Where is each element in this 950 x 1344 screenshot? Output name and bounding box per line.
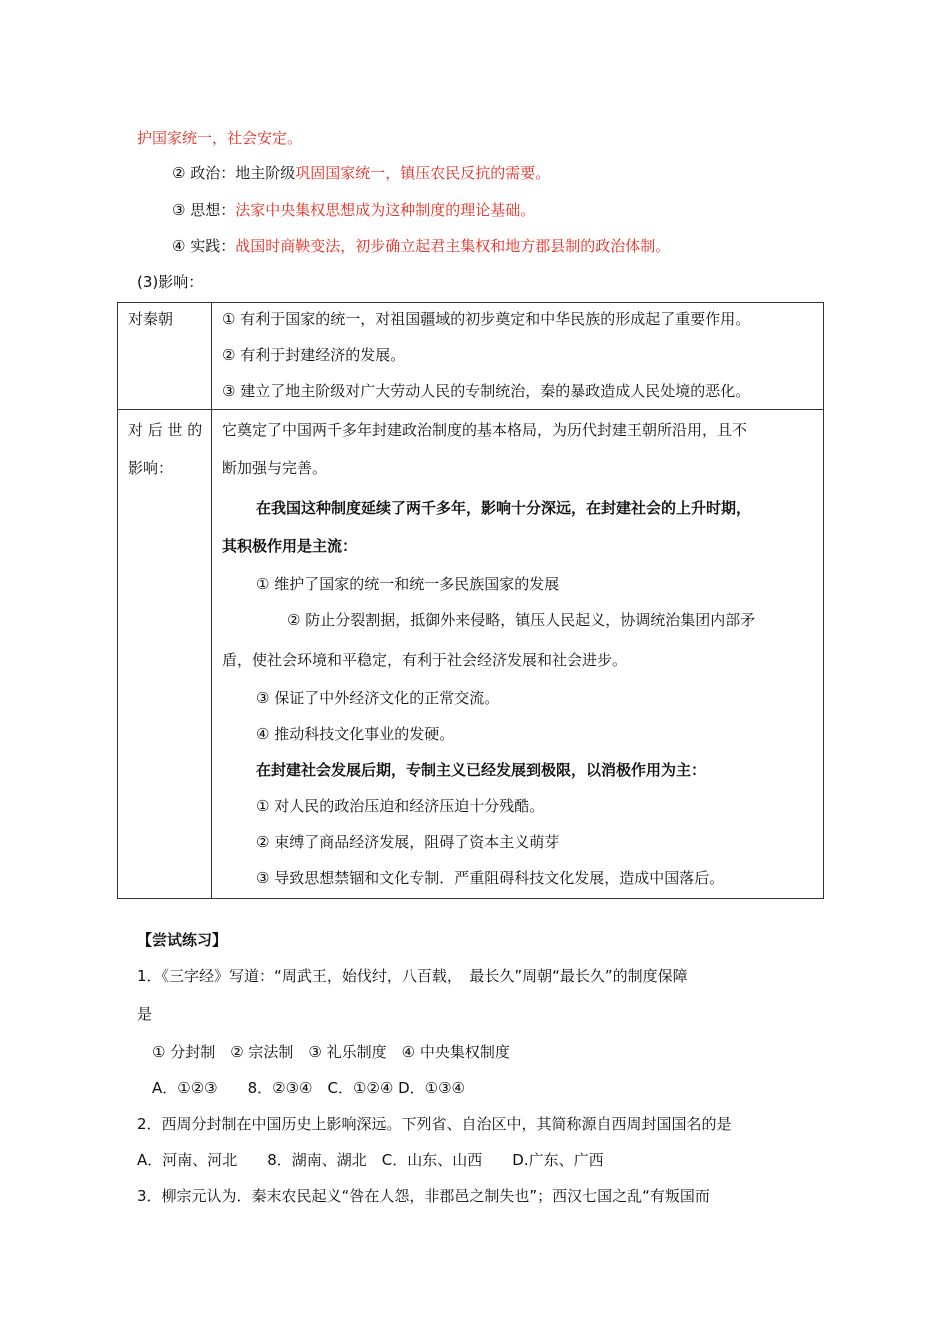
row-content-cell: [212, 303, 824, 410]
row2-label-line-2: 影响：: [128, 459, 174, 477]
positive-item-4: ④ 推动科技文化事业的发硬。: [256, 725, 455, 743]
row2-label-line-1: 对 后 世 的: [128, 421, 203, 439]
row1-item-3: ③ 建立了地主阶级对广大劳动人民的专制统治，秦的暴政造成人民处境的恶化。: [222, 382, 751, 400]
thought-label: ③ 思想：: [172, 201, 236, 219]
row1-item-1: ① 有利于国家的统一，对祖国疆域的初步奠定和中华民族的形成起了重要作用。: [222, 310, 751, 328]
row1-label: 对秦朝: [128, 310, 174, 328]
row2-intro-line-2: 断加强与完善。: [222, 459, 328, 477]
row-content-cell: [212, 410, 824, 899]
practice-item: [172, 236, 670, 256]
political-item: [172, 163, 550, 183]
intro-line-1: 护国家统一，社会安定。: [137, 129, 303, 147]
row2-intro-line-1: 它奠定了中国两千多年封建政治制度的基本格局，为历代封建王朝所沿用，且不: [222, 421, 748, 439]
positive-heading-line-2: 其积极作用是主流：: [222, 537, 358, 555]
table-row: [118, 303, 824, 410]
positive-item-2-line-2: 盾，使社会环境和平稳定，有利于社会经济发展和社会进步。: [222, 651, 628, 669]
thought-text: 法家中央集权思想成为这种制度的理论基础。: [235, 201, 536, 219]
impact-table: [117, 302, 824, 899]
practice-heading: 【尝试练习】: [137, 931, 228, 949]
positive-item-1: ① 维护了国家的统一和统一多民族国家的发展: [256, 575, 560, 593]
question-1-line-1: 1．《三字经》写道：“周武王，始伐纣，八百载， 最长久”周朝“最长久”的制度保障: [137, 967, 688, 985]
positive-heading-line-1: 在我国这种制度延续了两千多年，影响十分深远，在封建社会的上升时期，: [256, 499, 752, 517]
row1-item-2: ② 有利于封建经济的发展。: [222, 346, 406, 364]
question-3-line-1: 3．柳宗元认为．秦末农民起义“咎在人怨，非郡邑之制失也”；西汉七国之乱“有叛国而: [137, 1187, 710, 1205]
practice-text: 战国时商鞅变法，初步确立起君主集权和地方郡县制的政治体制。: [235, 237, 671, 255]
question-1-options: ① 分封制 ② 宗法制 ③ 礼乐制度 ④ 中央集权制度: [152, 1043, 510, 1061]
question-1-line-2: 是: [137, 1005, 153, 1023]
positive-item-2-line-1: ② 防止分裂割据，抵御外来侵略，镇压人民起义，协调统治集团内部矛: [287, 611, 756, 629]
row-label-cell: [118, 410, 212, 899]
negative-item-1: ① 对人民的政治压迫和经济压迫十分残酷。: [256, 797, 545, 815]
thought-item: [172, 200, 535, 220]
positive-item-3: ③ 保证了中外经济文化的正常交流。: [256, 689, 500, 707]
negative-item-3: ③ 导致思想禁锢和文化专制．严重阻碍科技文化发展，造成中国落后。: [256, 869, 725, 887]
negative-heading: 在封建社会发展后期，专制主义已经发展到极限，以消极作用为主：: [256, 761, 707, 779]
question-2-line-1: 2．西周分封制在中国历史上影响深远。下列省、自治区中，其简称源自西周封国国名的是: [137, 1115, 732, 1133]
practice-label: ④ 实践：: [172, 237, 236, 255]
table-row: [118, 410, 824, 899]
negative-item-2: ② 束缚了商品经济发展，阻碍了资本主义萌芽: [256, 833, 560, 851]
row-label-cell: [118, 303, 212, 410]
question-2-choices: A．河南、河北 8．湖南、湖北 C．山东、山西 D.广东、广西: [137, 1151, 604, 1169]
political-text: 巩固国家统一，镇压农民反抗的需要。: [295, 164, 551, 182]
question-1-choices: A．①②③ 8．②③④ C．①②④ D．①③④: [152, 1079, 465, 1097]
political-label: ② 政治：地主阶级: [172, 164, 296, 182]
impact-heading: (3)影响：: [137, 273, 204, 291]
